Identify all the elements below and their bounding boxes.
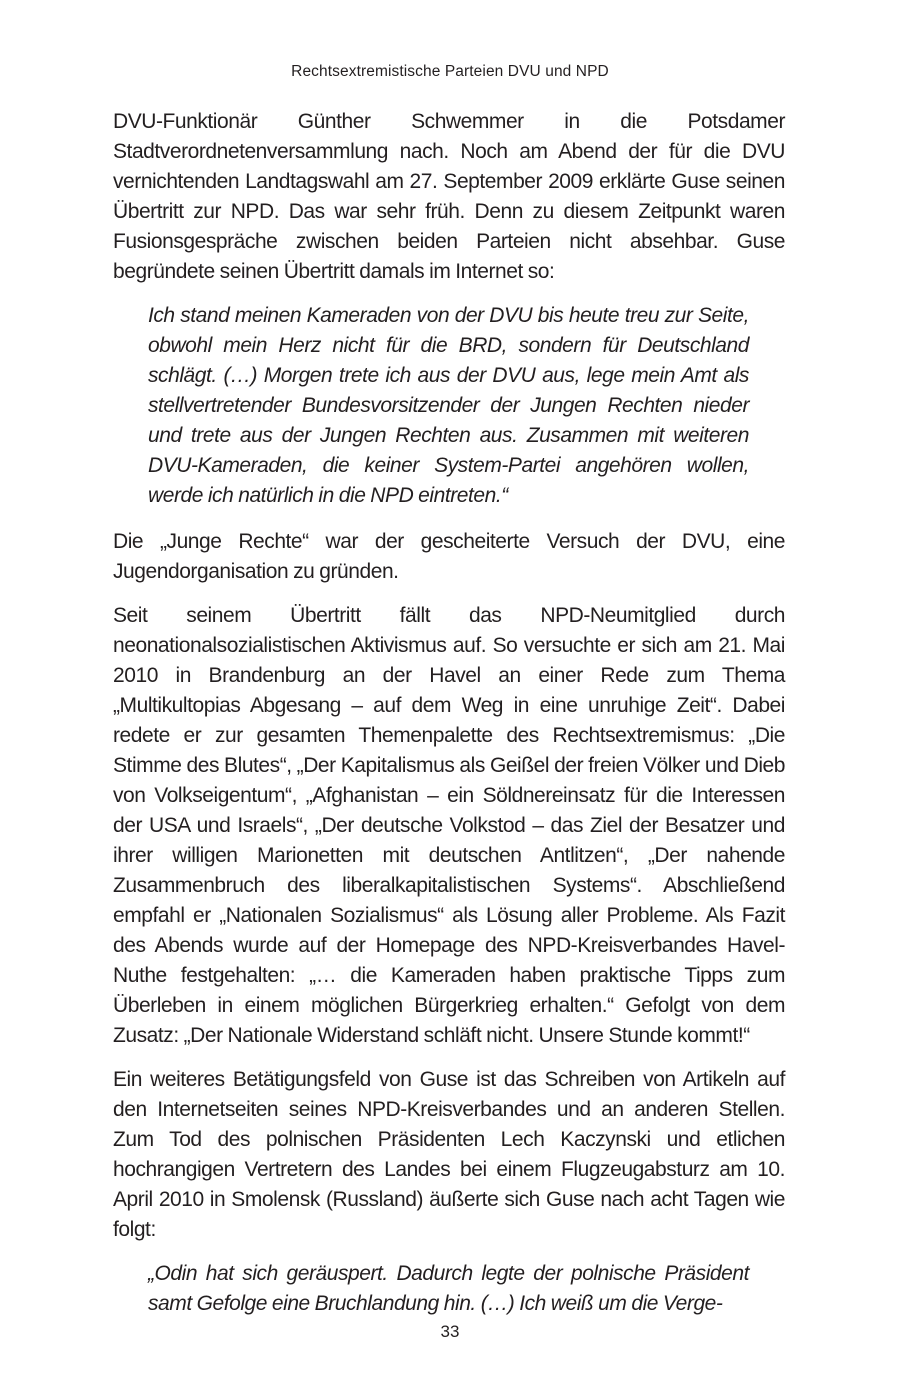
body-text — [113, 107, 785, 1319]
paragraph: Ein weiteres Betätigungsfeld von Guse ist das Schreiben von Artikeln auf den Internetseiten seines NPD-Kreisverbandes und an anderen Stellen. Zum Tod des polnischen Präsidenten Lech Kaczynski und etlichen hochrangigen Vertretern des Landes bei einem Flugzeugabsturz am 10. April 2010 in Smolensk (Russland) äußerte sich Guse nach acht Tagen wie folgt: — [113, 1068, 785, 1241]
paragraph: DVU-Funktionär Günther Schwemmer in die Potsdamer Stadtverordnetenversammlung nach. Noch am Abend der für die DVU vernichtenden Landtagswahl am 27. September 2009 erklärte Guse seinen Übertritt zur NPD. Das war sehr früh. Denn zu diesem Zeitpunkt waren Fusionsgespräche zwischen beiden Parteien nicht absehbar. Guse begründete seinen Übertritt damals im Internet so: — [113, 110, 785, 283]
paragraph: Seit seinem Übertritt fällt das NPD-Neumitglied durch neonationalsozialistischen Aktivismus auf. So versuchte er sich am 21. Mai 2010 in Brandenburg an der Havel an einer Rede zum Thema „Multikultopias Abgesang – auf dem Weg in eine unruhige Zeit“. Dabei redete er zur gesamten Themenpalette des Rechtsextremismus: „Die Stimme des Blutes“, „Der Kapitalismus als Geißel der freien Völker und Dieb von Volkseigentum“, „Afghanistan – ein Söldnereinsatz für die Interessen der USA und Israels“, „Der deutsche Volkstod – das Ziel der Besatzer und ihrer willigen Marionetten mit deutschen Antlitzen“, „Der nahende Zusammenbruch des liberalkapitalistischen Systems“. Abschließend empfahl er „Nationalen Sozialismus“ als Lösung aller Probleme. Als Fazit des Abends wurde auf der Homepage des NPD-Kreisverbandes Havel-Nuthe festgehalten: „… die Kameraden haben praktische Tipps zum Überleben in einem möglichen Bürgerkrieg erhalten.“ Gefolgt von dem Zusatz: „Der Nationale Widerstand schläft nicht. Unsere Stunde kommt!“ — [113, 604, 785, 1047]
block-quote: Ich stand meinen Kameraden von der DVU bis heute treu zur Seite, obwohl mein Herz nicht für die BRD, sondern für Deutschland schlägt. (…) Morgen trete ich aus der DVU aus, lege mein Amt als stellvertretender Bundesvorsitzender der Jungen Rechten nieder und trete aus der Jungen Rechten aus. Zusammen mit weiteren DVU-Kameraden, die keiner System-Partei angehören wollen, werde ich natürlich in die NPD eintreten.“ — [148, 304, 749, 507]
block-quote: „Odin hat sich geräuspert. Dadurch legte der polnische Präsident samt Gefolge eine Bruchlandung hin. (…) Ich weiß um die Verge- — [148, 1262, 749, 1315]
running-header: Rechtsextremistische Parteien DVU und NPD — [291, 63, 609, 80]
paragraph: Die „Junge Rechte“ war der gescheiterte Versuch der DVU, eine Jugendorganisation zu gründen. — [113, 530, 785, 583]
page-number: 33 — [440, 1322, 460, 1341]
